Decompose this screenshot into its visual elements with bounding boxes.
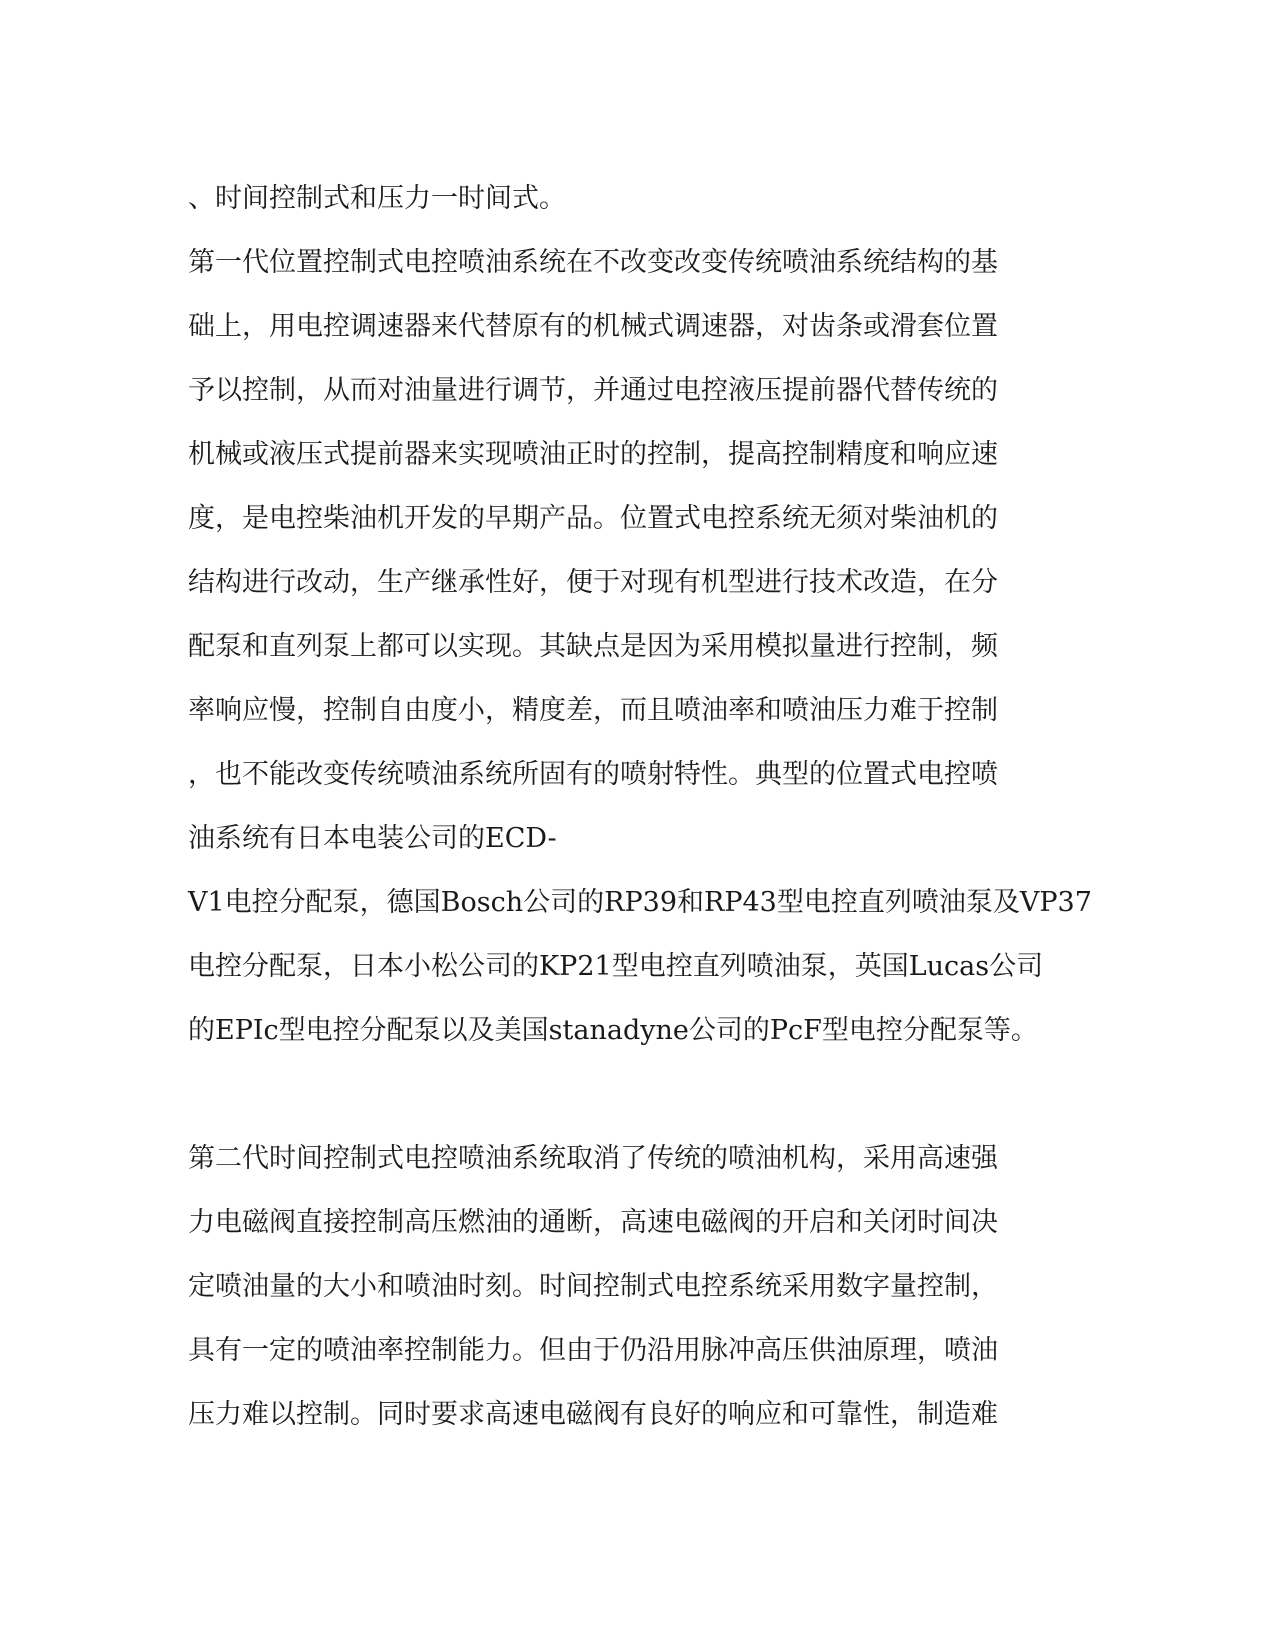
- text-line: 的EPIc型电控分配泵以及美国stanadyne公司的PcF型电控分配泵等。: [188, 1015, 1038, 1046]
- text-line: 电控分配泵，日本小松公司的KP21型电控直列喷油泵，英国Lucas公司: [188, 951, 1044, 982]
- text-line: 第二代时间控制式电控喷油系统取消了传统的喷油机构，采用高速强: [188, 1143, 998, 1174]
- text-line: ，也不能改变传统喷油系统所固有的喷射特性。典型的位置式电控喷: [188, 759, 998, 790]
- text-line: 结构进行改动，生产继承性好，便于对现有机型进行技术改造，在分: [188, 567, 998, 598]
- text-line: 定喷油量的大小和喷油时刻。时间控制式电控系统采用数字量控制，: [188, 1271, 998, 1302]
- paragraph-2: [188, 231, 1092, 1063]
- text-line: 础上，用电控调速器来代替原有的机械式调速器，对齿条或滑套位置: [188, 311, 998, 342]
- paragraph-3: [188, 1127, 1088, 1447]
- text-line: 予以控制，从而对油量进行调节，并通过电控液压提前器代替传统的: [188, 375, 998, 406]
- text-line: V1电控分配泵，德国Bosch公司的RP39和RP43型电控直列喷油泵及VP37: [188, 887, 1092, 918]
- paragraph-1: [188, 167, 1088, 231]
- text-line: 、时间控制式和压力一时间式。: [188, 183, 566, 214]
- text-line: 力电磁阀直接控制高压燃油的通断，高速电磁阀的开启和关闭时间决: [188, 1207, 998, 1238]
- document-body: [188, 167, 1092, 1447]
- text-line: 具有一定的喷油率控制能力。但由于仍沿用脉冲高压供油原理，喷油: [188, 1335, 998, 1366]
- text-line: 压力难以控制。同时要求高速电磁阀有良好的响应和可靠性，制造难: [188, 1399, 998, 1430]
- text-line: 率响应慢，控制自由度小，精度差，而且喷油率和喷油压力难于控制: [188, 695, 998, 726]
- text-line: 配泵和直列泵上都可以实现。其缺点是因为采用模拟量进行控制，频: [188, 631, 998, 662]
- text-line: 机械或液压式提前器来实现喷油正时的控制，提高控制精度和响应速: [188, 439, 998, 470]
- text-line: 度，是电控柴油机开发的早期产品。位置式电控系统无须对柴油机的: [188, 503, 998, 534]
- text-line: 油系统有日本电装公司的ECD-: [188, 823, 557, 854]
- paragraph-gap: [188, 1063, 1088, 1127]
- text-line: 第一代位置控制式电控喷油系统在不改变改变传统喷油系统结构的基: [188, 247, 998, 278]
